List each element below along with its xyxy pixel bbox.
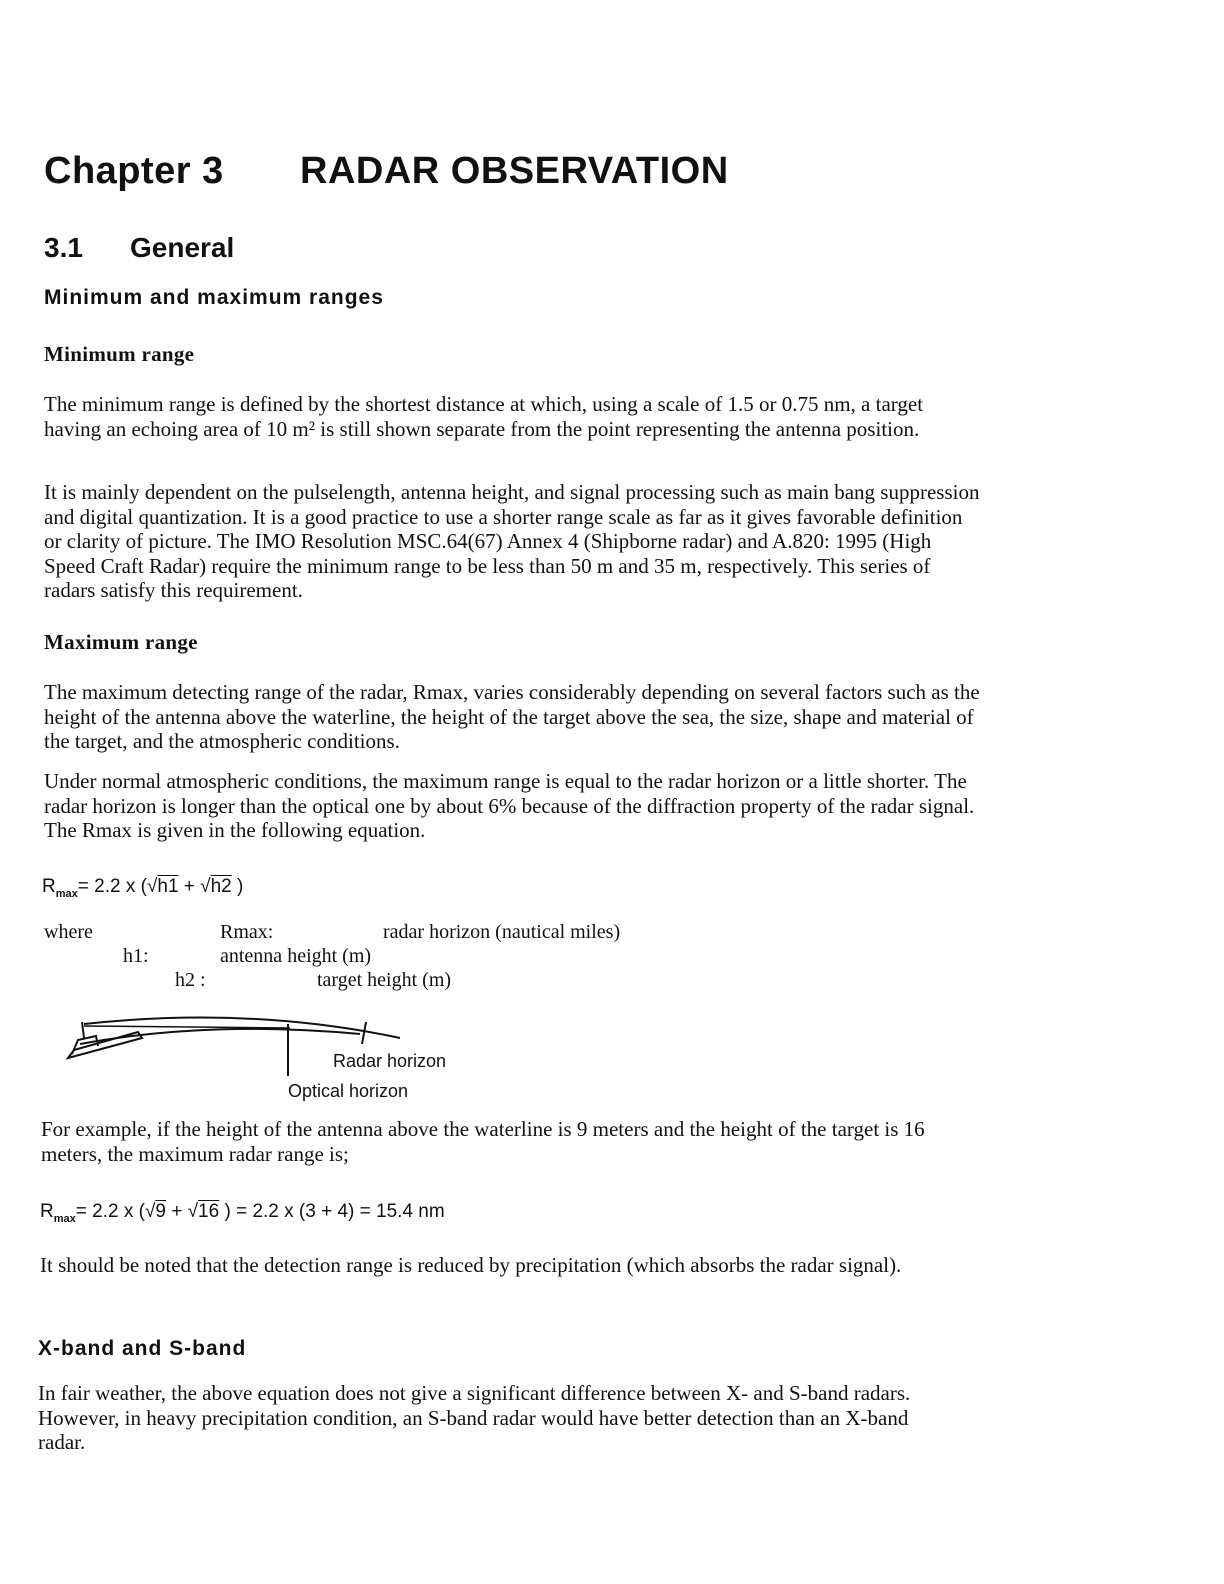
chapter-number: Chapter 3 (44, 150, 224, 192)
min-range-paragraph-1 (44, 392, 984, 441)
section-title: General (130, 232, 235, 263)
definition-h2-desc: target height (m) (317, 969, 452, 991)
precipitation-note (40, 1253, 940, 1278)
eq1-suffix: ) (231, 876, 244, 897)
max-range-paragraph-2 (44, 769, 984, 843)
definition-rmax-desc: radar horizon (nautical miles) (383, 921, 621, 943)
eq2-radicand-2: 16 (198, 1201, 220, 1222)
example-paragraph (41, 1117, 991, 1166)
eq1-radicand-1: h1 (157, 876, 179, 897)
optical-line (84, 1026, 290, 1028)
eq1-symbol: R (42, 876, 56, 897)
min-range-paragraph-2 (44, 480, 984, 603)
eq2-symbol: R (40, 1201, 54, 1222)
eq1-radicand-2: h2 (210, 876, 232, 897)
definition-where: where (44, 921, 93, 943)
chapter-title: RADAR OBSERVATION (300, 150, 729, 192)
max-range-heading: Maximum range (44, 630, 198, 654)
definition-h1-desc: antenna height (m) (220, 945, 372, 967)
eq2-plus: + (165, 1201, 188, 1222)
definition-h1-term: h1: (123, 945, 149, 967)
subsection-heading: Minimum and maximum ranges (44, 286, 384, 309)
max-range-paragraph-1 (44, 680, 994, 754)
xband-paragraph (38, 1381, 958, 1455)
max-range-text-1: The maximum detecting range of the radar, Rmax, varies considerably depending on several factors such as the height of the antenna above the waterline, the height of the target above the sea, the size, shape and material of the target, and the atmospheric conditions. (44, 680, 980, 753)
eq2-prefix: = 2.2 x ( (75, 1201, 145, 1222)
section-number: 3.1 (44, 232, 83, 263)
antenna-mast-icon (82, 1022, 84, 1038)
eq1-subscript: max (55, 887, 78, 900)
eq1-prefix: = 2.2 x ( (77, 876, 147, 897)
min-range-text-1: The minimum range is defined by the shortest distance at which, using a scale of 1.5 or 0.75 nm, a target having an echoing area of 10 m² is still shown separate from the point representing the antenna position. (44, 392, 924, 441)
optical-horizon-label: Optical horizon (288, 1081, 409, 1101)
xband-heading: X-band and S-band (38, 1337, 247, 1360)
max-range-text-2: Under normal atmospheric conditions, the maximum range is equal to the radar horizon or a little shorter. The radar horizon is longer than the optical one by about 6% because of the diffraction property of the radar signal. The Rmax is given in the following equation. (44, 769, 975, 842)
min-range-heading: Minimum range (44, 342, 195, 366)
radar-horizon-marker (362, 1022, 366, 1044)
definition-rmax-term: Rmax: (220, 921, 274, 943)
eq2-radicand-1: 9 (155, 1201, 166, 1222)
eq1-plus: + (178, 876, 201, 897)
eq2-subscript: max (53, 1212, 76, 1225)
radar-horizon-label: Radar horizon (333, 1051, 447, 1071)
example-equation: $R_{max}= 2.2$ x (√9 + √16 ) = 2.2 x (3 + 4) = 15.4 nm (40, 1201, 445, 1225)
example-text: For example, if the height of the antenna above the waterline is 9 meters and the height of the target is 16 meters, the maximum radar range is; (41, 1117, 925, 1166)
min-range-text-2: It is mainly dependent on the pulselength, antenna height, and signal processing such as main bang suppression and digital quantization. It is a good practice to use a shorter range scale as far as it gives favorable definition or clarity of picture. The IMO Resolution MSC.64(67) Annex 4 (Shipborne radar) and A.820: 1995 (High Speed Craft Radar) require the minimum range to be less than 50 m and 35 m, respectively. This series of radars satisfy this requirement. (44, 480, 980, 602)
xband-text: In fair weather, the above equation does not give a significant difference between X- and S-band radars. However, in heavy precipitation condition, an S-band radar would have better detection than an X-band radar. (38, 1381, 911, 1454)
eq2-suffix: ) = 2.2 x (3 + 4) = 15.4 nm (219, 1201, 445, 1222)
rmax-equation: $R_{max}= 2.2$ x (√h1 + √h2 ) (42, 876, 244, 900)
definition-h2-term: h2 : (175, 969, 206, 991)
precipitation-note-text: It should be noted that the detection range is reduced by precipitation (which absorbs the radar signal). (40, 1253, 902, 1277)
